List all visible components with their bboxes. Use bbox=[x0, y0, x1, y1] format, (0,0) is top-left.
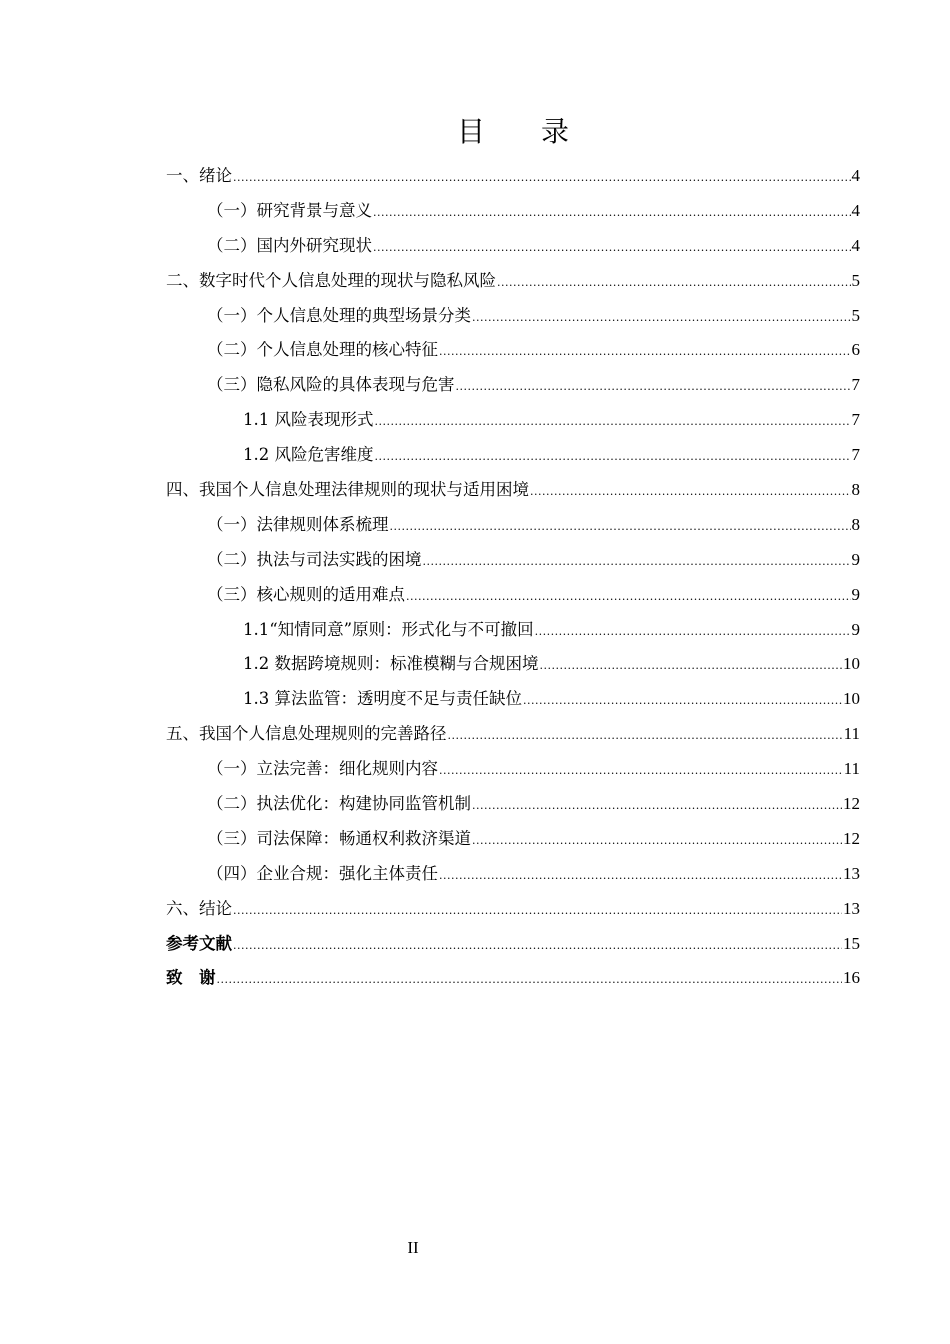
toc-entry[interactable] bbox=[166, 787, 860, 822]
toc-dot-leader bbox=[233, 929, 842, 964]
footer-page-number: II bbox=[407, 1238, 419, 1257]
toc-entry[interactable] bbox=[166, 927, 860, 962]
toc-entry-page-number: 12 bbox=[843, 794, 860, 814]
toc-entry[interactable] bbox=[166, 403, 860, 438]
toc-entry[interactable] bbox=[166, 229, 860, 264]
toc-entry-page-number: 13 bbox=[843, 863, 860, 883]
toc-entry-label: 致 谢 bbox=[166, 968, 216, 988]
toc-entry-page-number: 4 bbox=[851, 200, 860, 220]
toc-entry-label: 四、我国个人信息处理法律规则的现状与适用困境 bbox=[166, 480, 529, 500]
toc-dot-leader bbox=[423, 545, 851, 580]
toc-dot-leader bbox=[530, 475, 851, 510]
toc-entry[interactable] bbox=[166, 961, 860, 996]
toc-entry-label: （三）核心规则的适用难点 bbox=[207, 584, 405, 604]
toc-entry-label: （二）执法与司法实践的困境 bbox=[207, 549, 422, 569]
toc-entry[interactable] bbox=[166, 752, 860, 787]
toc-entry-page-number: 5 bbox=[851, 305, 860, 325]
toc-dot-leader bbox=[472, 824, 842, 859]
toc-dot-leader bbox=[535, 615, 851, 650]
toc-entry-page-number: 9 bbox=[851, 619, 860, 639]
toc-title bbox=[0, 112, 950, 152]
toc-entry-label: 1.1 风险表现形式 bbox=[243, 410, 374, 430]
toc-entry-label: 1.2 风险危害维度 bbox=[243, 445, 374, 465]
toc-entry-label: （一）个人信息处理的典型场景分类 bbox=[207, 305, 471, 325]
toc-entry-label: （二）个人信息处理的核心特征 bbox=[207, 340, 438, 360]
toc-entry-label: （三）隐私风险的具体表现与危害 bbox=[207, 375, 455, 395]
toc-entry[interactable] bbox=[166, 613, 860, 648]
toc-dot-leader bbox=[375, 405, 851, 440]
toc-entry-label: （一）研究背景与意义 bbox=[207, 200, 372, 220]
toc-dot-leader bbox=[497, 266, 851, 301]
toc-dot-leader bbox=[406, 580, 851, 615]
toc-entry[interactable] bbox=[166, 857, 860, 892]
toc-entry[interactable] bbox=[166, 682, 860, 717]
toc-dot-leader bbox=[439, 859, 842, 894]
toc-entry[interactable] bbox=[166, 264, 860, 299]
table-of-contents bbox=[166, 159, 860, 996]
toc-dot-leader bbox=[472, 789, 842, 824]
toc-entry-page-number: 7 bbox=[851, 445, 860, 465]
toc-entry-page-number: 6 bbox=[851, 340, 860, 360]
toc-entry-label: 一、绪论 bbox=[166, 166, 232, 185]
toc-dot-leader bbox=[439, 335, 851, 370]
toc-entry-page-number: 13 bbox=[843, 898, 860, 918]
toc-entry[interactable] bbox=[166, 543, 860, 578]
toc-entry-page-number: 8 bbox=[851, 514, 860, 534]
toc-entry-page-number: 5 bbox=[851, 270, 860, 290]
toc-entry[interactable] bbox=[166, 438, 860, 473]
toc-entry-label: 参考文献 bbox=[166, 933, 232, 953]
toc-dot-leader bbox=[456, 370, 851, 405]
toc-entry-label: 1.1“知情同意”原则：形式化与不可撤回 bbox=[243, 619, 534, 639]
toc-entry[interactable] bbox=[166, 299, 860, 334]
toc-title-char-1: 目 bbox=[456, 115, 485, 148]
toc-entry[interactable] bbox=[166, 508, 860, 543]
toc-entry[interactable] bbox=[166, 333, 860, 368]
toc-dot-leader bbox=[217, 963, 843, 998]
toc-entry-page-number: 4 bbox=[851, 235, 860, 255]
toc-entry[interactable] bbox=[166, 368, 860, 403]
toc-entry-page-number: 12 bbox=[843, 828, 860, 848]
toc-entry[interactable] bbox=[166, 194, 860, 229]
toc-dot-leader bbox=[373, 196, 851, 231]
toc-entry-label: 五、我国个人信息处理规则的完善路径 bbox=[166, 724, 447, 744]
toc-entry-page-number: 10 bbox=[843, 654, 860, 674]
toc-entry[interactable] bbox=[166, 717, 860, 752]
toc-entry[interactable] bbox=[166, 578, 860, 613]
toc-entry-label: （四）企业合规：强化主体责任 bbox=[207, 863, 438, 883]
toc-entry-page-number: 15 bbox=[843, 933, 860, 953]
toc-dot-leader bbox=[439, 754, 843, 789]
toc-entry-page-number: 11 bbox=[843, 759, 860, 779]
toc-entry-page-number: 16 bbox=[843, 968, 860, 988]
toc-entry-page-number: 10 bbox=[843, 689, 860, 709]
toc-dot-leader bbox=[523, 684, 842, 719]
toc-dot-leader bbox=[448, 719, 843, 754]
toc-entry[interactable] bbox=[166, 892, 860, 927]
toc-entry-page-number: 9 bbox=[851, 584, 860, 604]
toc-entry-page-number: 8 bbox=[851, 480, 860, 500]
toc-dot-leader bbox=[233, 894, 842, 929]
toc-entry-label: 六、结论 bbox=[166, 898, 232, 918]
toc-entry-page-number: 11 bbox=[843, 724, 860, 744]
toc-entry-label: （二）国内外研究现状 bbox=[207, 235, 372, 255]
toc-entry-label: 1.3 算法监管：透明度不足与责任缺位 bbox=[243, 689, 522, 709]
toc-entry-label: （三）司法保障：畅通权利救济渠道 bbox=[207, 828, 471, 848]
toc-entry[interactable] bbox=[166, 159, 860, 194]
toc-entry-page-number: 7 bbox=[851, 375, 860, 395]
toc-entry-label: （一）法律规则体系梳理 bbox=[207, 514, 389, 534]
toc-entry[interactable] bbox=[166, 647, 860, 682]
toc-entry-label: （二）执法优化：构建协同监管机制 bbox=[207, 794, 471, 814]
toc-dot-leader bbox=[472, 301, 851, 336]
toc-entry-label: 二、数字时代个人信息处理的现状与隐私风险 bbox=[166, 270, 496, 290]
toc-title-char-2: 录 bbox=[541, 115, 570, 148]
toc-entry[interactable] bbox=[166, 822, 860, 857]
toc-entry-label: （一）立法完善：细化规则内容 bbox=[207, 759, 438, 779]
toc-dot-leader bbox=[390, 510, 851, 545]
toc-entry-page-number: 4 bbox=[851, 166, 860, 185]
toc-dot-leader bbox=[233, 161, 851, 196]
toc-dot-leader bbox=[375, 440, 851, 475]
toc-entry-page-number: 9 bbox=[851, 549, 860, 569]
toc-entry-page-number: 7 bbox=[851, 410, 860, 430]
toc-entry[interactable] bbox=[166, 473, 860, 508]
toc-entry-label: 1.2 数据跨境规则：标准模糊与合规困境 bbox=[243, 654, 539, 674]
toc-dot-leader bbox=[540, 649, 843, 684]
toc-dot-leader bbox=[373, 231, 851, 266]
